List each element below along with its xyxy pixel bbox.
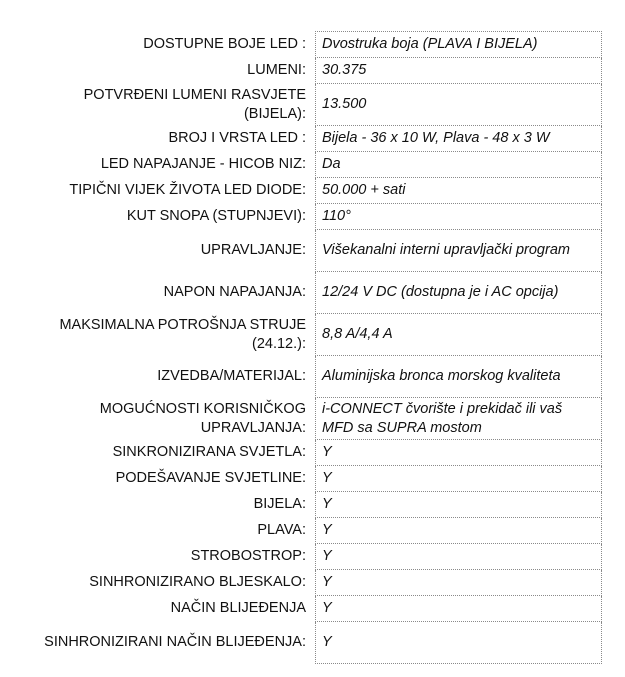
spec-value: Bijela - 36 x 10 W, Plava - 48 x 3 W	[316, 126, 602, 152]
spec-label: STROBOSTROP:	[190, 548, 306, 564]
table-row	[40, 152, 602, 178]
spec-label: NAČIN BLIJEĐENJA	[170, 600, 306, 616]
table-row	[40, 230, 602, 272]
spec-value: Y	[316, 518, 602, 544]
spec-label: SINKRONIZIRANA SVJETLA:	[112, 444, 306, 460]
spec-label: KUT SNOPA (STUPNJEVI):	[126, 208, 306, 224]
spec-value: 50.000 + sati	[316, 178, 602, 204]
spec-value: 110°	[316, 204, 602, 230]
spec-label: IZVEDBA/MATERIJAL:	[157, 368, 306, 384]
table-row	[40, 570, 602, 596]
spec-value: Y	[316, 440, 602, 466]
spec-value: Dvostruka boja (PLAVA I BIJELA)	[316, 32, 602, 58]
spec-value: Aluminijska bronca morskog kvaliteta	[316, 356, 602, 398]
spec-label: MOGUĆNOSTI KORISNIČKOG UPRAVLJANJA:	[99, 400, 306, 436]
spec-label: MAKSIMALNA POTROŠNJA STRUJE (24.12.):	[59, 316, 306, 352]
spec-value: Da	[316, 152, 602, 178]
spec-label: LED NAPAJANJE - HICOB NIZ:	[100, 156, 306, 172]
table-row	[40, 204, 602, 230]
spec-value: 12/24 V DC (dostupna je i AC opcija)	[316, 272, 602, 314]
spec-label: UPRAVLJANJE:	[200, 242, 306, 258]
table-row	[40, 84, 602, 126]
spec-value: 30.375	[316, 58, 602, 84]
spec-label: TIPIČNI VIJEK ŽIVOTA LED DIODE:	[69, 182, 306, 198]
spec-value: 13.500	[316, 84, 602, 126]
table-row	[40, 272, 602, 314]
spec-table	[40, 31, 602, 664]
table-row	[40, 398, 602, 440]
table-row	[40, 314, 602, 356]
spec-value: Y	[316, 596, 602, 622]
spec-label: DOSTUPNE BOJE LED :	[143, 36, 306, 52]
table-row	[40, 356, 602, 398]
table-row	[40, 178, 602, 204]
table-row	[40, 440, 602, 466]
table-row	[40, 126, 602, 152]
spec-label: LUMENI:	[247, 62, 306, 78]
table-row	[40, 596, 602, 622]
spec-value: i-CONNECT čvorište i prekidač ili vaš MFD sa SUPRA mostom	[316, 398, 602, 440]
table-row	[40, 32, 602, 58]
spec-value: Y	[316, 466, 602, 492]
spec-label: BIJELA:	[253, 496, 306, 512]
spec-value: 8,8 A/4,4 A	[316, 314, 602, 356]
spec-label: PODEŠAVANJE SVJETLINE:	[115, 470, 306, 486]
spec-value: Y	[316, 544, 602, 570]
spec-value: Višekanalni interni upravljački program	[316, 230, 602, 272]
spec-label: SINHRONIZIRANO BLJESKALO:	[89, 574, 306, 590]
spec-label: BROJ I VRSTA LED :	[168, 130, 306, 146]
table-row	[40, 622, 602, 664]
spec-label: SINHRONIZIRANI NAČIN BLIJEĐENJA:	[44, 634, 306, 650]
table-row	[40, 544, 602, 570]
spec-value: Y	[316, 622, 602, 664]
spec-label: NAPON NAPAJANJA:	[163, 284, 306, 300]
spec-label: PLAVA:	[257, 522, 306, 538]
spec-label: POTVRĐENI LUMENI RASVJETE (BIJELA):	[83, 86, 306, 122]
table-row	[40, 466, 602, 492]
table-row	[40, 58, 602, 84]
spec-value: Y	[316, 492, 602, 518]
spec-value: Y	[316, 570, 602, 596]
table-row	[40, 492, 602, 518]
table-row	[40, 518, 602, 544]
